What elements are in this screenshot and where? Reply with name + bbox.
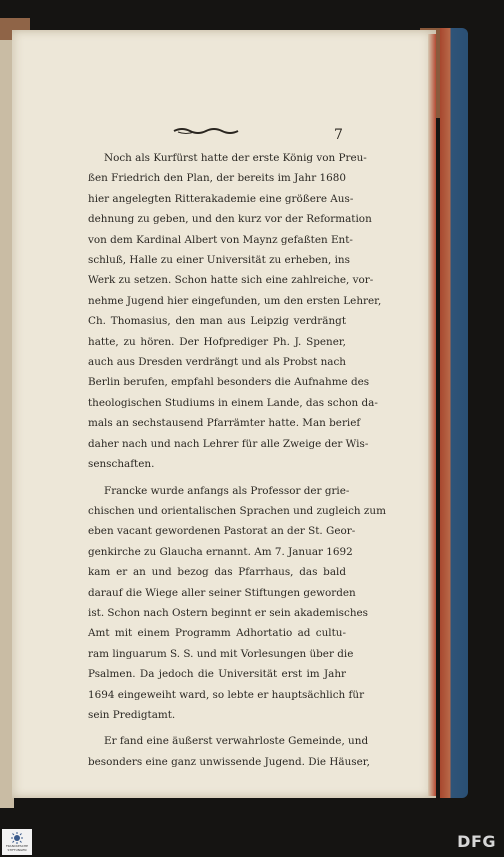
text-line: Werk zu setzen. Schon hatte sich eine zahlreiche, vor- bbox=[88, 274, 374, 287]
institution-logo bbox=[2, 829, 32, 855]
text-line: kam er an und bezog das Pfarrhaus, das bald bbox=[88, 566, 346, 579]
sun-emblem-icon bbox=[10, 832, 24, 844]
text-line: hatte, zu hören. Der Hofprediger Ph. J. Spener, bbox=[88, 335, 346, 348]
text-line: schluß, Halle zu einer Universität zu erheben, ins bbox=[88, 254, 350, 267]
book-spine-edge bbox=[440, 28, 468, 798]
text-line: chischen und orientalischen Sprachen und zugleich zum bbox=[88, 504, 386, 517]
text-line: dehnung zu geben, und den kurz vor der Reformation bbox=[88, 213, 372, 226]
page-number: 7 bbox=[334, 127, 343, 143]
text-line: Amt mit einem Programm Adhortatio ad cultu- bbox=[88, 627, 346, 640]
text-line: mals an sechstausend Pfarrämter hatte. Man berief bbox=[88, 417, 361, 430]
text-line: theologischen Studiums in einem Lande, das schon da- bbox=[88, 396, 378, 409]
paragraph-2 bbox=[88, 481, 386, 726]
text-line: auch aus Dresden verdrängt und als Probst nach bbox=[88, 356, 346, 369]
text-line: ßen Friedrich den Plan, der bereits im Jahr 1680 bbox=[88, 172, 346, 185]
text-line: 1694 eingeweiht ward, so lebte er hauptsächlich für bbox=[88, 688, 365, 701]
text-line: Ch. Thomasius, den man aus Leipzig verdrängt bbox=[88, 315, 346, 328]
dfg-logo: DFG bbox=[457, 832, 496, 851]
text-line: eben vacant gewordenen Pastorat an der St. Geor- bbox=[88, 525, 356, 538]
text-line: ram linguarum S. S. und mit Vorlesungen über die bbox=[88, 647, 354, 660]
page-edge-shadow bbox=[428, 34, 436, 796]
viewer-footer bbox=[0, 827, 504, 857]
main-text bbox=[88, 148, 386, 772]
text-line: Psalmen. Da jedoch die Universität erst im Jahr bbox=[88, 668, 346, 681]
text-line: daher nach und nach Lehrer für alle Zweige der Wis- bbox=[88, 437, 369, 450]
text-line: von dem Kardinal Albert von Maynz gefaßten Ent- bbox=[88, 233, 353, 246]
paragraph-1 bbox=[88, 148, 382, 475]
text-line: Berlin berufen, empfahl besonders die Aufnahme des bbox=[88, 376, 370, 389]
ornament-rule bbox=[172, 126, 240, 136]
text-line: Noch als Kurfürst hatte der erste König von Preu- bbox=[104, 152, 367, 164]
text-line: Francke wurde anfangs als Professor der grie- bbox=[104, 484, 350, 497]
paragraph-3 bbox=[88, 731, 370, 772]
text-line: senschaften. bbox=[88, 458, 155, 471]
text-line: nehme Jugend hier eingefunden, um den ersten Lehrer, bbox=[88, 294, 382, 307]
text-line: Er fand eine äußerst verwahrloste Gemeinde, und bbox=[104, 735, 369, 748]
institution-logo-text: FRANCKESCHE STIFTUNGEN bbox=[5, 844, 29, 852]
text-line: sein Predigtamt. bbox=[88, 708, 176, 721]
text-line: darauf die Wiege aller seiner Stiftungen geworden bbox=[88, 586, 356, 599]
text-line: besonders eine ganz unwissende Jugend. Die Häuser, bbox=[88, 755, 370, 768]
text-line: genkirche zu Glaucha ernannt. Am 7. Januar 1692 bbox=[88, 545, 353, 558]
text-line: hier angelegten Ritterakademie eine größere Aus- bbox=[88, 192, 354, 205]
text-line: ist. Schon nach Ostern beginnt er sein akademisches bbox=[88, 606, 368, 619]
